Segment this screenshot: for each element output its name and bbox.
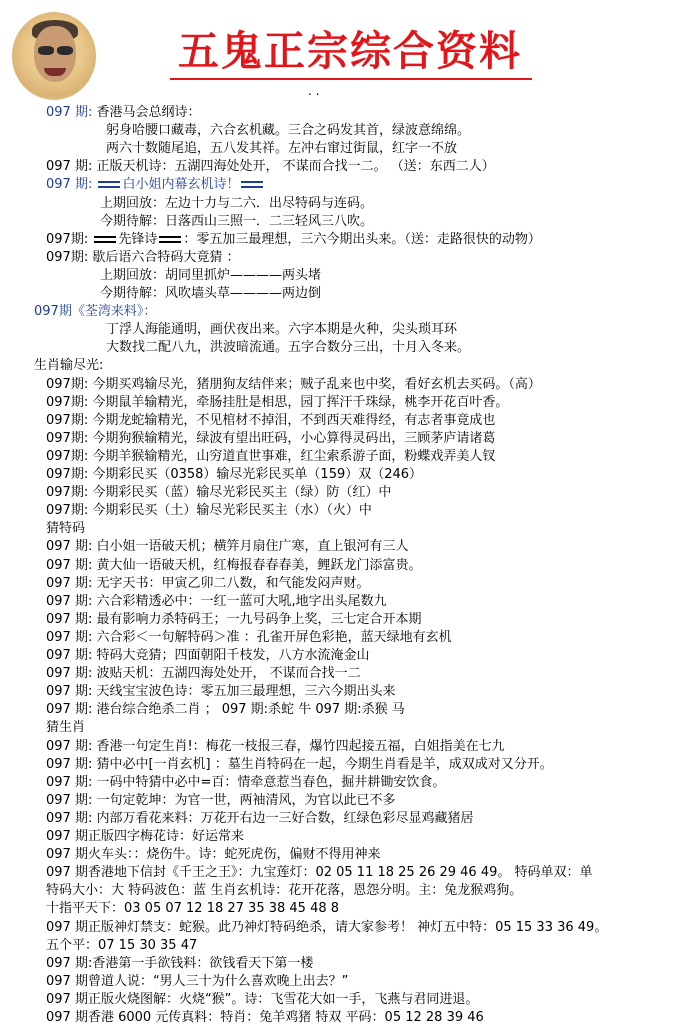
text-line	[46, 593, 387, 611]
line-text: 生肖输尽光:	[34, 358, 104, 374]
text-line	[46, 792, 395, 810]
text-line	[46, 701, 405, 719]
line-text: 先锋诗	[118, 231, 158, 247]
text-line	[46, 520, 85, 538]
text-line	[34, 357, 103, 375]
title-dots: . .	[308, 84, 320, 98]
text-line	[46, 828, 244, 846]
period-tag: 097 期正版神灯禁支：蛇猴。此乃神灯特码绝杀，请大家参考！ 神灯五中特：05 15 33 36 49。	[46, 919, 608, 935]
line-text: 大数找二配八九，洪波暗流通。五字合数分三出，十月入冬来。	[106, 340, 471, 356]
text-line	[46, 484, 391, 502]
period-tag: 097 期:	[46, 575, 93, 591]
period-tag: 097期:	[46, 376, 89, 392]
text-line	[46, 538, 408, 556]
period-tag: 097 期:	[46, 774, 93, 790]
line-text: 天线宝宝波色诗：零五加三最理想，三六今期出头来	[96, 684, 396, 700]
text-line	[46, 991, 478, 1009]
period-tag: 097 期:	[46, 738, 93, 754]
line-text: 今期彩民买（0358）输尽光彩民买单（159）双（246）	[92, 467, 423, 482]
text-line	[46, 231, 541, 249]
period-tag: 097 期火车头：：烧伤牛。诗：蛇死虎伤，偏财不得用神来	[46, 847, 381, 863]
period-tag: 097 期曾道人说：“男人三十为什么喜欢晚上出去？”	[46, 973, 349, 989]
line-text: 两六十数随尾追，五八发其祥。左冲右窜过街鼠，红字一不放	[106, 141, 458, 157]
line-text: 猜中必中[一肖玄机] ：墓生肖特码在一起，今期生肖看是羊，成双成对又分开。	[96, 756, 553, 772]
period-tag: 097 期正版火烧图解：火烧“猴”。诗：飞雪花大如一手，飞燕与君同进退。	[46, 991, 479, 1007]
line-text: 今期彩民买（蓝）输尽光彩民买主（绿）防（红）中	[92, 485, 392, 501]
text-line	[106, 321, 457, 339]
line-text: 六合彩精透必中：一红一蓝可大吼,地字出头尾数九	[96, 593, 387, 609]
avatar-glasses-left	[38, 46, 54, 55]
line-text: 白小姐一语破天机；横笄月扇住广寒，直上银河有三人	[96, 539, 409, 555]
text-line	[46, 738, 505, 756]
line-text: 猜生肖	[46, 720, 86, 736]
text-line	[106, 140, 457, 158]
text-line	[46, 882, 522, 900]
line-text: 香港马会总纲诗：	[96, 105, 201, 120]
text-line	[100, 213, 373, 231]
text-line	[100, 195, 373, 213]
period-tag: 097 期:	[46, 105, 93, 120]
line-text: 十指平天下：03 05 07 12 18 27 35 38 45 48 8	[46, 901, 340, 917]
period-tag: 097期:	[46, 394, 89, 410]
period-tag: 097期:	[46, 503, 89, 519]
period-tag: 097 期:	[46, 159, 93, 175]
period-tag: 097 期:	[46, 593, 93, 609]
text-line	[46, 502, 372, 520]
period-tag: 097 期:	[46, 684, 93, 700]
text-line	[46, 249, 239, 267]
line-text: 一码中特猜中必中=百：情牵意惹当春色，掘井耕锄安饮食。	[96, 774, 446, 790]
line-text: 波贴天机：五湖四海处处开， 不谋而合找一二	[96, 666, 361, 682]
line-text: 今期鼠羊输精光，牵肠挂肚是相思，园丁挥汗千珠绿，桃李开花百叶香。	[92, 394, 509, 410]
period-tag: 097 期:	[46, 629, 93, 645]
text-line	[46, 557, 421, 575]
period-tag: 097 期:	[46, 557, 93, 573]
period-tag: 097期:	[46, 249, 89, 265]
line-text: 香港一句定生肖!：梅花一枝报三春，爆竹四起接五福，白姐指美在七九	[96, 738, 505, 754]
line-text: 特码大竞猜；四面朝阳千枝发，八方水流淹金山	[96, 648, 370, 663]
text-line	[46, 973, 348, 991]
period-tag: 097 期:	[46, 666, 93, 682]
line-text: 躬身哈腰口藏毒，六合玄机藏。三合之码发其首，绿波意绵绵。	[106, 123, 471, 139]
line-text: 无字天书：甲寅乙卯二八数，和气能发闷声财。	[96, 575, 370, 591]
text-line	[46, 900, 339, 918]
text-line	[100, 267, 321, 285]
line-text: 内部万看花来料：万花开右边一三好合数，红绿色彩尽显鸡藏猪居	[96, 810, 474, 826]
line-text: 猜特码	[46, 521, 86, 537]
line-text: 今期买鸡输尽光，猪朋狗友结伴来；贼子乱来也中奖，看好玄机去买码。（高）	[92, 376, 541, 392]
text-line	[46, 774, 445, 792]
line-text: 歇后语六合特码大竟猜 ：	[92, 249, 240, 265]
page-title: 五鬼正宗综合资料	[178, 27, 522, 75]
period-tag: 097期:	[46, 467, 89, 482]
line-text: 白小姐内幕玄机诗！	[122, 177, 240, 193]
text-line	[46, 719, 85, 737]
text-line	[46, 394, 508, 412]
text-line	[46, 104, 200, 122]
double-bar-icon	[241, 181, 263, 188]
line-text: 今期彩民买（土）输尽光彩民买主（水）（火）中	[92, 503, 372, 519]
text-line	[46, 448, 495, 466]
period-tag: 097 期:	[46, 756, 93, 772]
period-tag: 097 期:	[46, 177, 93, 193]
title-underline	[170, 78, 532, 80]
line-text: 今期羊猴输精光，山穷道直世事难，红尘索系游子面，粉蝶戏弄美人钗	[92, 448, 496, 464]
line-text: 丁浮人海能通明，画伏夜出来。六字本期是火种，尖头琐耳环	[106, 322, 458, 338]
period-tag: 097期:	[46, 485, 89, 501]
text-line	[46, 955, 313, 973]
line-text: 港台综合绝杀二肖 ； 097 期:杀蛇 牛 097 期:杀猴 马	[96, 702, 405, 718]
double-bar-icon	[159, 236, 181, 243]
text-line	[34, 303, 156, 321]
period-tag: 097期:	[46, 448, 89, 464]
text-line	[46, 919, 607, 937]
text-line	[46, 937, 197, 955]
period-tag: 097 期正版四字梅花诗：好运常来	[46, 829, 244, 844]
text-line	[46, 412, 495, 430]
text-line	[46, 430, 495, 448]
text-line	[100, 285, 321, 303]
text-line	[46, 756, 553, 774]
double-bar-icon	[98, 181, 120, 188]
period-tag: 097 期香港地下信封《千王之王》：九宝莲灯：02 05 11 18 25 26 29 46 49。 特码单双：单	[46, 865, 593, 881]
line-text: 今期狗猴输精光，绿波有望出旺码，小心算得灵码出，三顾茅庐请诸葛	[92, 430, 496, 446]
line-text: 最有影响力杀特码王；一九号码争上奖，三七定合开本期	[96, 611, 422, 627]
period-tag: 097期:	[46, 412, 89, 428]
period-tag: 097期:	[46, 231, 89, 247]
text-line	[46, 1009, 484, 1027]
period-tag: 097期《荃湾来料》：	[34, 304, 157, 320]
line-text: 正版天机诗：五湖四海处处开， 不谋而合找一二。 （送：东西二人）	[96, 159, 495, 175]
period-tag: 097 期:	[46, 648, 93, 663]
text-line	[46, 683, 395, 701]
text-line	[46, 864, 593, 882]
period-tag: 097 期香港 6000 元传真料：特肖：兔羊鸡猪 特双 平码：05 12 28 39 46	[46, 1010, 484, 1025]
period-tag: 097 期:	[46, 792, 93, 808]
text-line	[106, 339, 470, 357]
text-line	[46, 611, 421, 629]
line-text: 今期龙蛇输精光，不见棺材不掉泪，不到西天难得经，有志者事竟成也	[92, 412, 496, 428]
text-line	[46, 176, 265, 194]
line-text: 五个平：07 15 30 35 47	[46, 937, 198, 953]
text-line	[46, 846, 380, 864]
period-tag: 097 期:香港第一手欲钱料：欲钱看天下第一楼	[46, 955, 314, 971]
avatar-glasses-right	[57, 46, 73, 55]
text-line	[106, 122, 470, 140]
text-line	[46, 575, 369, 593]
text-line	[46, 629, 452, 647]
line-text: 一句定乾坤：为官一世，两袖清风，为官以此已不多	[96, 792, 396, 808]
text-line	[46, 158, 495, 176]
period-tag: 097 期:	[46, 702, 93, 718]
text-line	[46, 647, 369, 665]
line-text: 黄大仙一语破天机，红梅报春春春美，鲤跃龙门添富贵。	[96, 557, 422, 573]
line-text-continued: ：零五加三最理想，三六今期出头来。（送：走路很快的动物）	[183, 231, 541, 247]
line-text: 今期待解：风吹墙头草————两边倒	[100, 286, 322, 301]
text-line	[46, 466, 422, 484]
text-line	[46, 376, 541, 394]
period-tag: 097期:	[46, 430, 89, 446]
text-line	[46, 665, 361, 683]
line-text: 六合彩＜一句解特码＞准 ：孔雀开屏色彩艳，蓝天绿地有玄机	[96, 629, 452, 645]
line-text: 特码大小：大 特码波色：蓝 生肖玄机诗：花开花落，恩怨分明。主：兔龙猴鸡狗。	[46, 883, 523, 899]
line-text: 今期待解：日落西山三照一．二三轻风三八吹。	[100, 213, 374, 229]
line-text: 上期回放：胡同里抓炉————两头堵	[100, 267, 322, 283]
line-text: 上期回放：左边十力与二六．出尽特码与连码。	[100, 195, 374, 211]
double-bar-icon	[94, 236, 116, 243]
period-tag: 097 期:	[46, 539, 93, 555]
period-tag: 097 期:	[46, 810, 93, 826]
text-line	[46, 810, 473, 828]
avatar	[12, 12, 96, 100]
period-tag: 097 期:	[46, 611, 93, 627]
